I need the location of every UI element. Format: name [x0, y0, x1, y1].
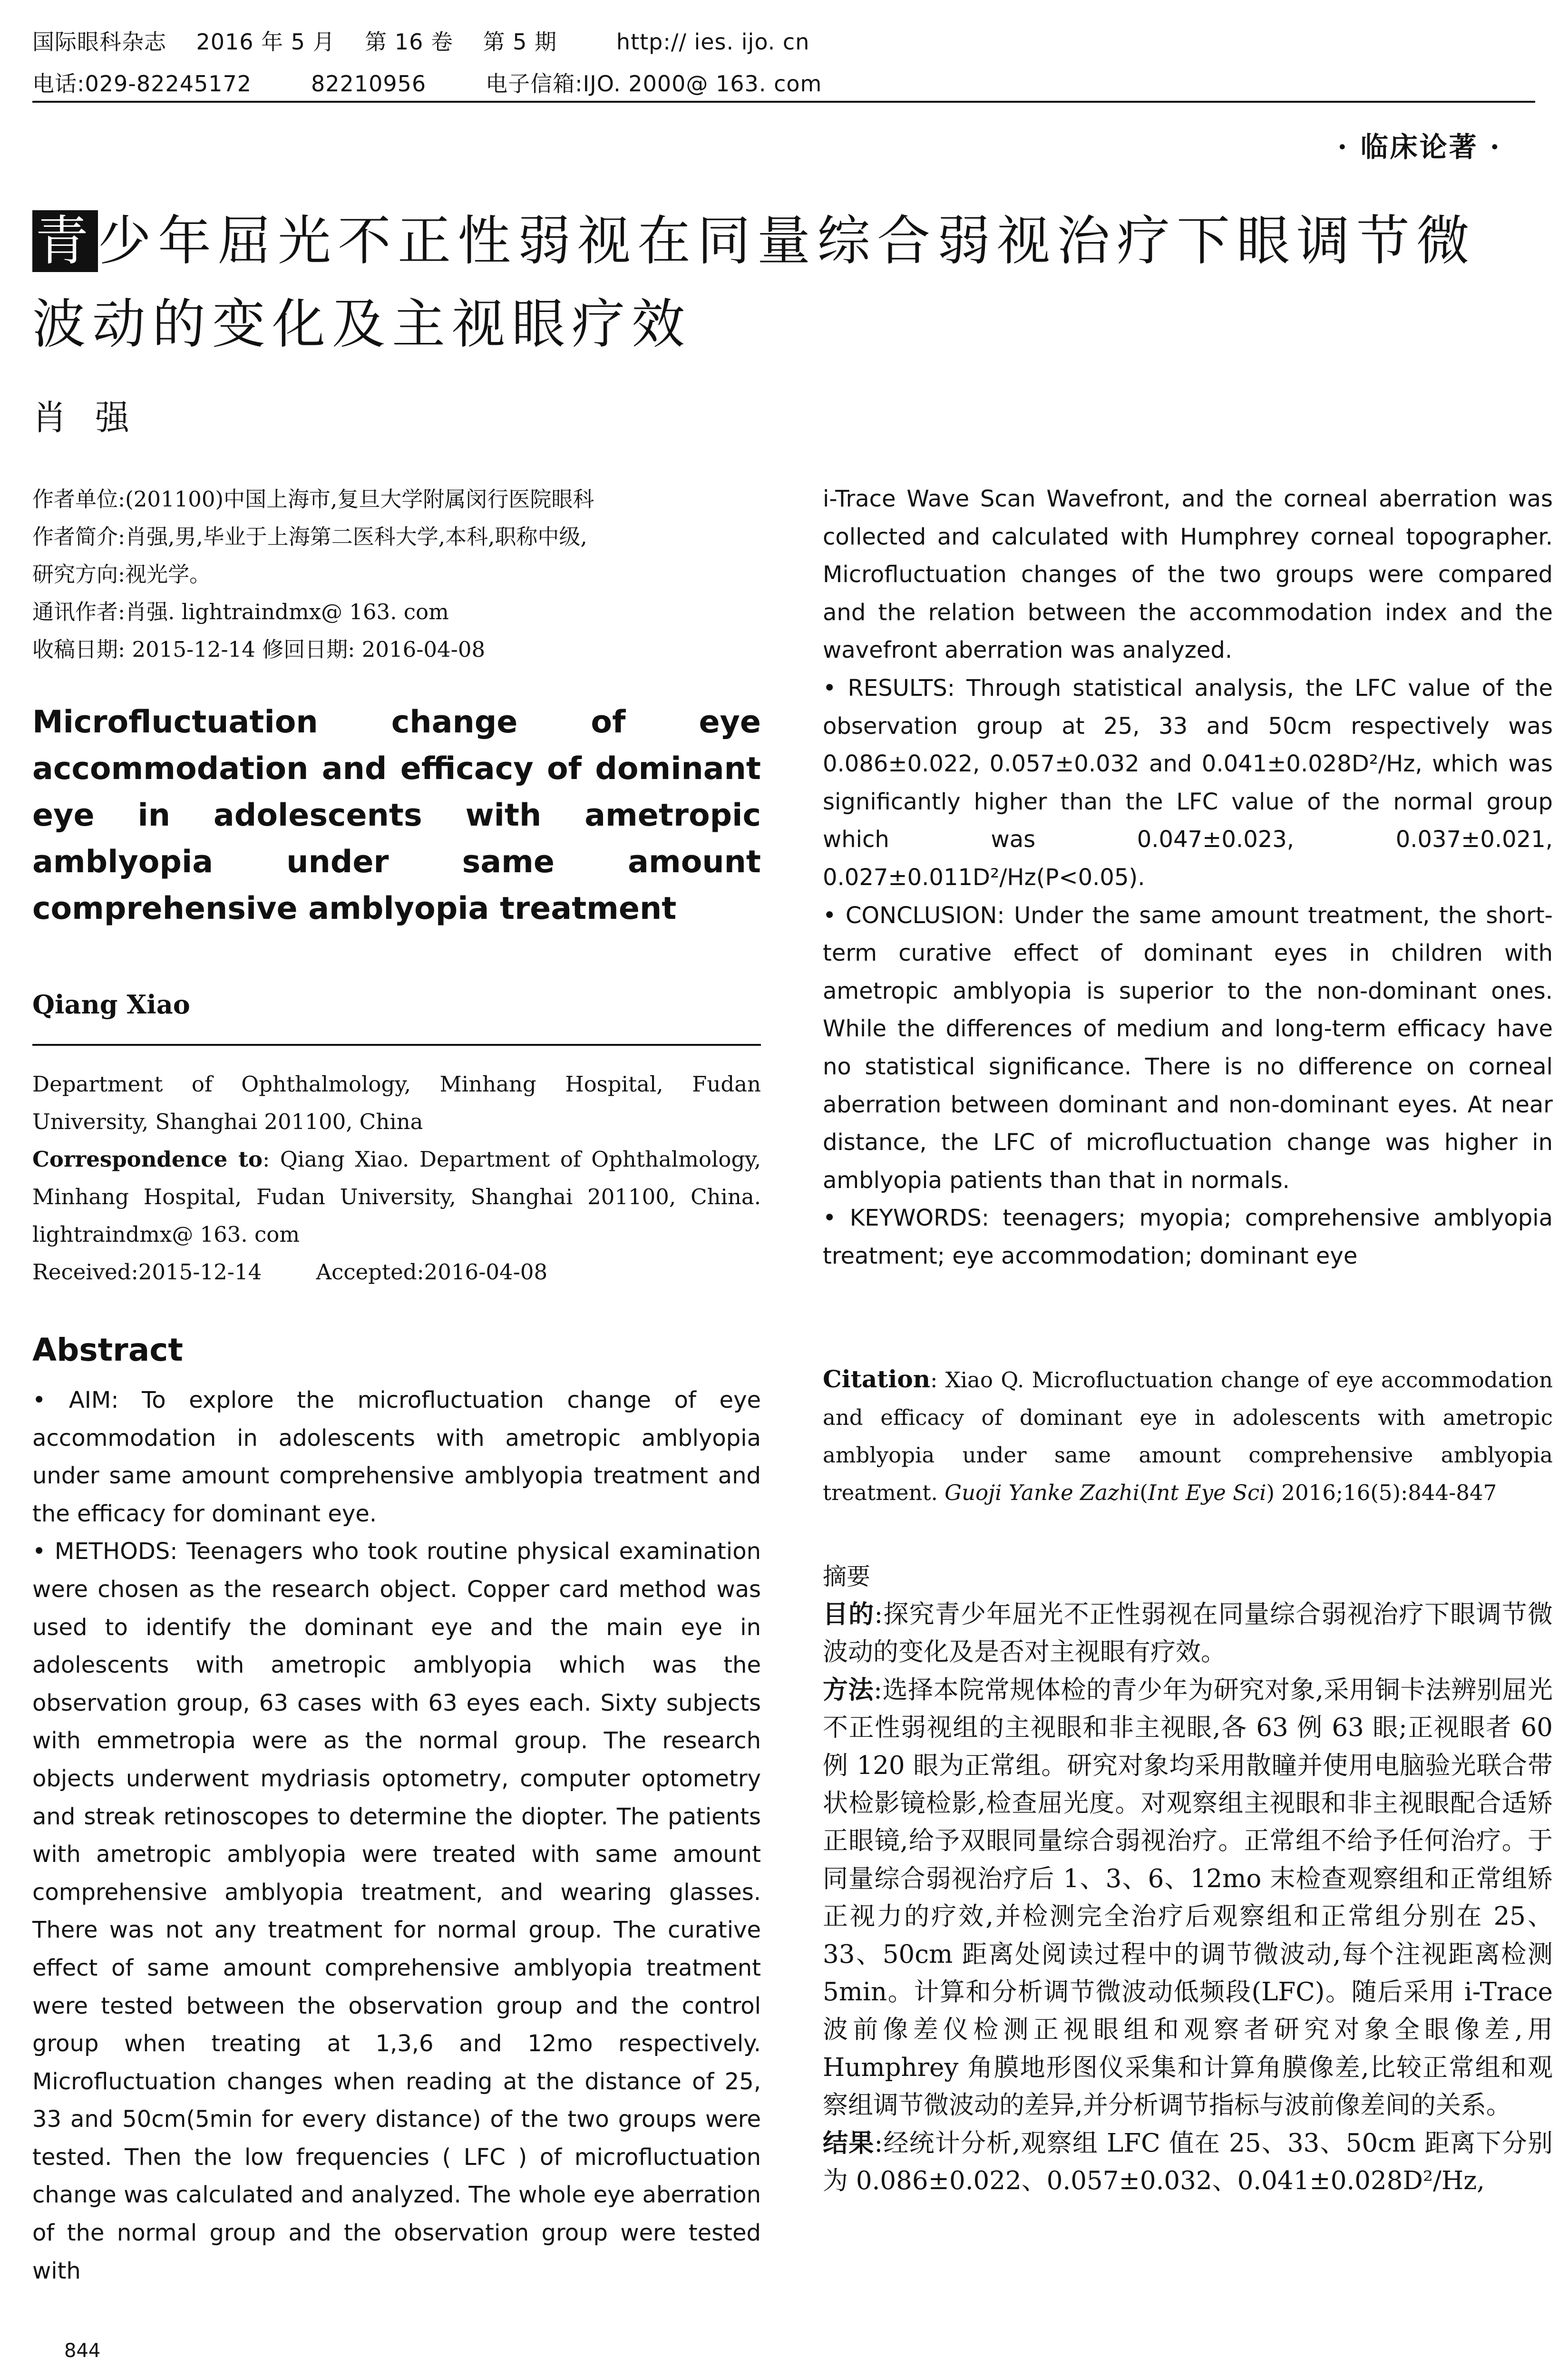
- correspondence-en: [32, 1140, 761, 1253]
- author-cn: 肖强: [32, 398, 158, 438]
- article-title-cn: [32, 200, 1535, 366]
- citation-journal: Guoji Yanke Zazhi: [945, 1480, 1140, 1505]
- aim-label-cn: 目的: [823, 1600, 875, 1629]
- results-text-cn: :经统计分析,观察组 LFC 值在 25、33、50cm 距离下分别为 0.086±0.022、0.057±0.032、0.041±0.028D²/Hz,: [823, 2128, 1553, 2196]
- author-info-cn: [32, 480, 761, 668]
- abstract-cn-aim: [823, 1596, 1553, 1671]
- abstract-cn-results: [823, 2124, 1553, 2200]
- author-en: Qiang Xiao: [32, 989, 190, 1020]
- author-bio: 作者简介:肖强,男,毕业于上海第二医科大学,本科,职称中级,: [32, 524, 587, 549]
- methods-text-cn: :选择本院常规体检的青少年为研究对象,采用铜卡法辨别屈光不正性弱视组的主视眼和非主视眼,各 63 例 63 眼;正视眼者 60 例 120 眼为正常组。研究对象均采用散瞳并使用电脑验光联合带状检影镜检影,检查屈光度。对观察组主视眼和非主视眼配合适矫正眼镜,给予双眼同量综合弱视治疗。正常组不给予任何治疗。于同量综合弱视治疗后 1、3、6、12mo 末检查观察组和正常组矫正视力的疗效,并检测完全治疗后观察组和正常组分别在 25、33、50cm 距离处阅读过程中的调节微波动,每个注视距离检测 5min。计算和分析调节微波动低频段(LFC)。随后采用 i-Trace 波前像差仪检测正视眼组和观察者研究对象全眼像差,用 Humphrey 角膜地形图仪采集和计算角膜像差,比较正常组和观察组调节微波动的差异,并分析调节指标与波前像差间的关系。: [823, 1675, 1553, 2120]
- citation-label: Citation: [823, 1365, 931, 1393]
- abstract-methods-cont: i-Trace Wave Scan Wavefront, and the corneal aberration was collected and calculated with Humphrey corneal topographer. Microfluctuation changes of the two groups were compared and the relation between the accommodation index and the wavefront aberration was analyzed.: [823, 486, 1553, 664]
- abstract-en-left: [32, 1382, 761, 2290]
- results-label-cn: 结果: [823, 2128, 875, 2158]
- abstract-aim: • AIM: To explore the microfluctuation change of eye accommodation in adolescents with ametropic amblyopia under same amount comprehensive amblyopia treatment and the efficacy for dominant eye.: [32, 1387, 761, 1527]
- article-title-en: Microfluctuation change of eye accommodation and efficacy of dominant eye in adolescents with ametropic amblyopia under same amount comprehensive amblyopia treatment: [32, 704, 761, 926]
- abstract-cn-methods: [823, 1671, 1553, 2124]
- header-divider: [32, 101, 1535, 103]
- abstract-heading: Abstract: [32, 1332, 183, 1368]
- section-label: · 临床论著 ·: [1337, 131, 1501, 163]
- title-rest: 少年屈光不正性弱视在同量综合弱视治疗下眼调节微波动的变化及主视眼疗效: [32, 210, 1476, 355]
- abstract-en-right: [823, 480, 1553, 1275]
- affiliation-divider: [32, 1044, 761, 1046]
- abstract-results: • RESULTS: Through statistical analysis, the LFC value of the observation group at 25, 33 and 50cm respectively was 0.086±0.022, 0.057±0.032 and 0.041±0.028D²/Hz, which was significantly higher than the LFC value of the normal group which was 0.047±0.023, 0.037±0.021, 0.027±0.011D²/Hz(P<0.05).: [823, 674, 1553, 891]
- abstract-keywords: • KEYWORDS: teenagers; myopia; comprehensive amblyopia treatment; eye accommodation; dominant eye: [823, 1205, 1553, 1269]
- citation: Citation: Xiao Q. Microfluctuation change of eye accommodation and efficacy of dominant eye in adolescents with ametropic amblyopia under same amount comprehensive amblyopia treatment. Guoji Yanke Zazhi(Int Eye Sci) 2016;16(5):844-847: [823, 1365, 1553, 1505]
- title-initial: 青: [32, 210, 98, 272]
- abstract-cn: [823, 1596, 1553, 2200]
- dates-cn: 收稿日期: 2015-12-14 修回日期: 2016-04-08: [32, 637, 486, 662]
- correspondence-text: : Qiang Xiao. Department of Ophthalmology, Minhang Hospital, Fudan University, Shanghai 201100, China. lightraindmx@ 163. com: [32, 1147, 761, 1247]
- methods-label-cn: 方法: [823, 1675, 874, 1705]
- aim-text-cn: :探究青少年屈光不正性弱视在同量综合弱视治疗下眼调节微波动的变化及是否对主视眼有疗效。: [823, 1600, 1553, 1667]
- affiliation-dept: Department of Ophthalmology, Minhang Hospital, Fudan University, Shanghai 201100, China: [32, 1072, 761, 1134]
- citation-tail: ) 2016;16(5):844-847: [1266, 1480, 1497, 1505]
- abstract-methods: • METHODS: Teenagers who took routine physical examination were chosen as the research object. Copper card method was used to identify the dominant eye and the main eye in adolescents with ametropic amblyopia which was the observation group, 63 cases with 63 eyes each. Sixty subjects with emmetropia were as the normal group. The research objects underwent mydriasis optometry, computer optometry and streak retinoscopes to determine the diopter. The patients with ametropic amblyopia were treated with same amount comprehensive amblyopia treatment, and wearing glasses. There was not any treatment for normal group. The curative effect of same amount comprehensive amblyopia treatment were tested between the observation group and the control group when treating at 1,3,6 and 12mo respectively. Microfluctuation changes when reading at the distance of 25, 33 and 50cm(5min for every distance) of the two groups were tested. Then the low frequencies ( LFC ) of microfluctuation change was calculated and analyzed. The whole eye aberration of the normal group and the observation group were tested with: [32, 1538, 761, 2284]
- journal-header-line1: 国际眼科杂志 2016 年 5 月 第 16 卷 第 5 期 http:// ies. ijo. cn: [32, 29, 810, 55]
- dates-en: Received:2015-12-14 Accepted:2016-04-08: [32, 1259, 548, 1285]
- correspondence-label: Correspondence to: [32, 1147, 263, 1172]
- citation-text: : Xiao Q. Microfluctuation change of eye accommodation and efficacy of dominant eye in adolescents with ametropic amblyopia under same amount comprehensive amblyopia treatment.: [823, 1367, 1553, 1505]
- affiliation-en: [32, 1065, 761, 1291]
- author-unit: 作者单位:(201100)中国上海市,复旦大学附属闵行医院眼科: [32, 487, 594, 512]
- page-number: 844: [64, 2340, 101, 2362]
- author-bio-cont: 研究方向:视光学。: [32, 562, 211, 587]
- corresponding-author: 通讯作者:肖强. lightraindmx@ 163. com: [32, 599, 449, 624]
- journal-header-line2: 电话:029-82245172 82210956 电子信箱:IJO. 2000@ 163. com: [32, 71, 822, 97]
- citation-journal-abbr: Int Eye Sci: [1148, 1480, 1266, 1505]
- abstract-cn-heading: 摘要: [823, 1563, 870, 1590]
- abstract-conclusion: • CONCLUSION: Under the same amount treatment, the short-term curative effect of dominant eyes in children with ametropic amblyopia is superior to the non-dominant ones. While the differences of medium and long-term efficacy have no statistical significance. There is no difference on corneal aberration between dominant and non-dominant eyes. At near distance, the LFC of microfluctuation change was higher in amblyopia patients than that in normals.: [823, 902, 1553, 1194]
